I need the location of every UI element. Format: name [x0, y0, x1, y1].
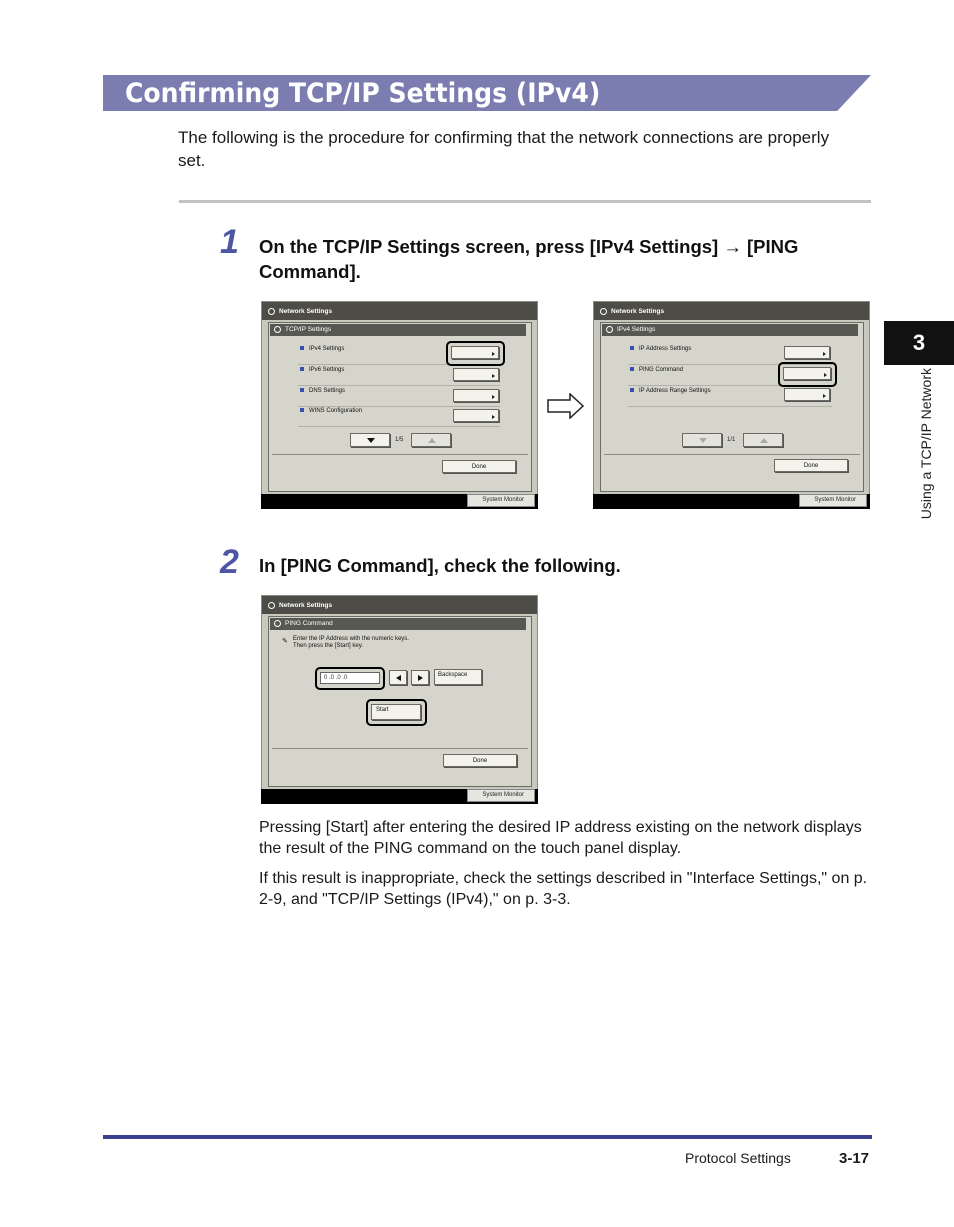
system-monitor-button[interactable]: System Monitor [467, 494, 535, 507]
step-2-text: In [PING Command], check the following. [259, 555, 621, 576]
ip-address-range-settings-button[interactable] [784, 388, 830, 401]
done-button[interactable]: Done [443, 754, 517, 767]
down-arrow-icon [367, 438, 375, 443]
right-arrow-icon [418, 675, 423, 681]
result-paragraph: Pressing [Start] after entering the desired IP address existing on the network displays the result of the PING command on the touch panel display. [259, 819, 862, 857]
info-icon: ✎ [282, 638, 288, 645]
ip-address-field[interactable]: 0 .0 .0 .0 [320, 672, 380, 684]
footer-rule [103, 1135, 872, 1139]
screen-subtitle: PING Command [270, 618, 526, 630]
page-indicator: 1/5 [395, 437, 404, 443]
left-arrow-icon [396, 675, 401, 681]
dns-settings-button[interactable] [453, 389, 499, 402]
system-monitor-button[interactable]: System Monitor [467, 789, 535, 802]
down-arrow-icon [699, 438, 707, 443]
highlight-ring [315, 667, 385, 690]
done-button[interactable]: Done [442, 460, 516, 473]
done-button[interactable]: Done [774, 459, 848, 472]
settings-icon [606, 326, 613, 333]
ipv6-settings-button[interactable] [453, 368, 499, 381]
list-item: IPv6 Settings [300, 367, 344, 373]
start-button[interactable]: Start [371, 704, 421, 720]
page-down-button[interactable] [350, 433, 390, 447]
chapter-label: Using a TCP/IP Network [918, 368, 934, 520]
list-item: DNS Settings [300, 388, 345, 394]
list-item: PING Command [630, 367, 683, 373]
step-2-number: 2 [220, 543, 239, 581]
screenshot-ipv4-settings [593, 301, 870, 509]
highlight-ring [778, 362, 837, 387]
intro-paragraph: The following is the procedure for confirming that the network connections are properly set. [178, 128, 830, 170]
step-1-text: On the TCP/IP Settings screen, press [IPv4 Settings] → [PING Command]. [259, 236, 799, 282]
wins-configuration-button[interactable] [453, 409, 499, 422]
highlight-ring [446, 341, 505, 366]
screen-header: Network Settings [268, 602, 332, 609]
network-icon [268, 602, 275, 609]
troubleshoot-paragraph: If this result is inappropriate, check the settings described in "Interface Settings," on p. 2-9, and "TCP/IP Settings (IPv4)," on p. 3-3. [259, 870, 868, 908]
cursor-left-button[interactable] [389, 670, 407, 685]
section-divider [179, 200, 871, 203]
backspace-button[interactable]: Backspace [434, 669, 482, 685]
page-indicator: 1/1 [727, 437, 736, 443]
page-up-button[interactable] [743, 433, 783, 447]
screenshot-tcpip-settings [261, 301, 538, 509]
screen-subtitle: TCP/IP Settings [270, 324, 526, 336]
page-number: 3-17 [839, 1150, 870, 1167]
cursor-right-button[interactable] [411, 670, 429, 685]
screenshot-ping-command [261, 595, 538, 804]
up-arrow-icon [428, 438, 436, 443]
settings-icon [274, 620, 281, 627]
network-icon [268, 308, 275, 315]
list-item: WINS Configuration [300, 408, 362, 414]
up-arrow-icon [760, 438, 768, 443]
list-item: IP Address Settings [630, 346, 691, 352]
instruction-line-1: Enter the IP Address with the numeric keys. [293, 636, 409, 642]
network-icon [600, 308, 607, 315]
settings-icon [274, 326, 281, 333]
page-up-button[interactable] [411, 433, 451, 447]
next-arrow-icon [547, 393, 585, 419]
ip-address-settings-button[interactable] [784, 346, 830, 359]
chapter-tab: 3 [884, 321, 954, 365]
list-item: IPv4 Settings [300, 346, 344, 352]
system-monitor-button[interactable]: System Monitor [799, 494, 867, 507]
screen-header: Network Settings [268, 308, 332, 315]
step-1-number: 1 [220, 223, 239, 261]
screen-subtitle: IPv4 Settings [602, 324, 858, 336]
screen-header: Network Settings [600, 308, 664, 315]
footer-section: Protocol Settings [685, 1150, 791, 1166]
instruction-line-2: Then press the [Start] key. [293, 643, 363, 649]
page-title: Confirming TCP/IP Settings (IPv4) [125, 78, 601, 109]
highlight-ring [366, 699, 427, 726]
list-item: IP Address Range Settings [630, 388, 711, 394]
page-down-button[interactable] [682, 433, 722, 447]
